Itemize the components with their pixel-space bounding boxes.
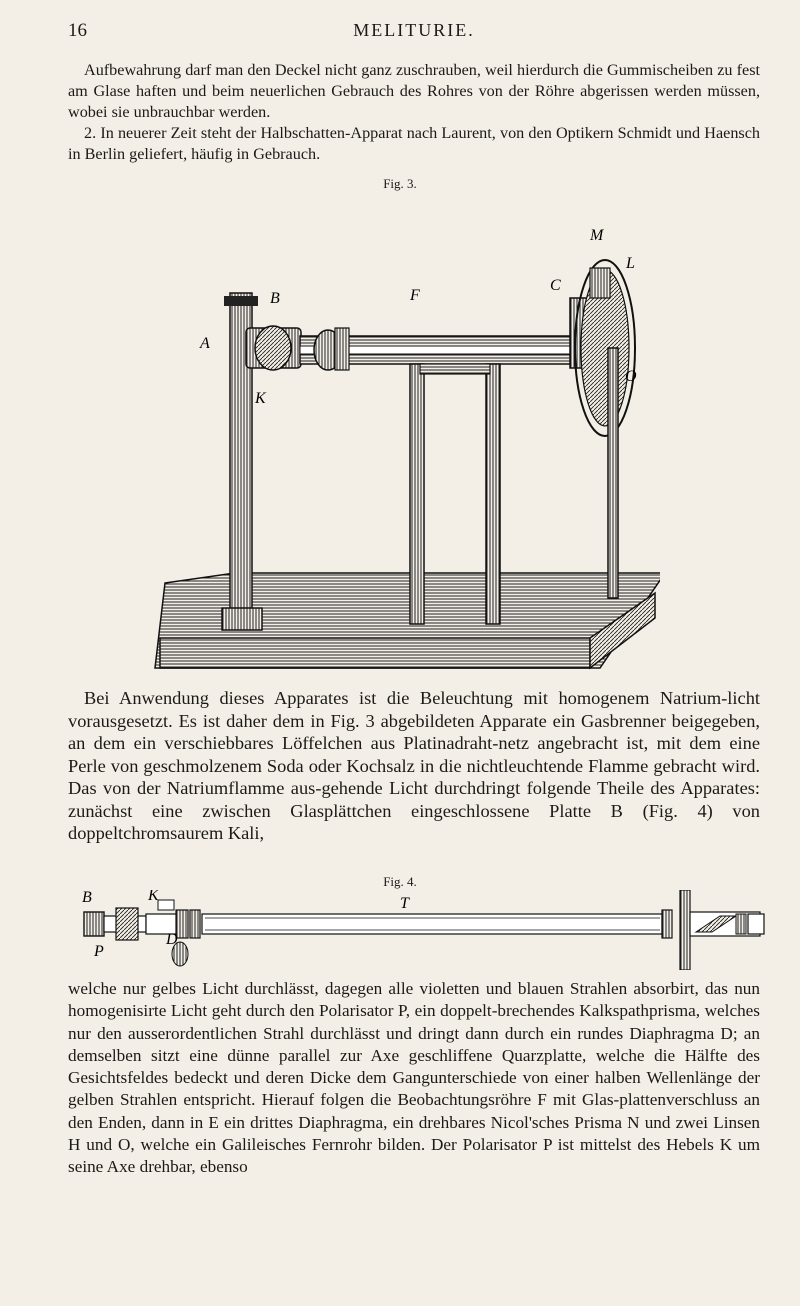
page-header	[68, 20, 760, 44]
fig3-label-L: L	[626, 255, 635, 272]
paragraph-3: Bei Anwendung dieses Apparates ist die Beleuchtung mit homogenem Natrium-licht vorausgesetzt. Es ist daher dem in Fig. 3 abgebildeten Apparate ein Gasbrenner beigegeben, an dem ein verschiebbares Löffelchen aus Platinadraht-netz angebracht ist, mit dem eine Perle von geschmolzenem Soda oder Kochsalz in die nichtleuchtende Flamme gebracht wird. Das von der Natriumflamme aus-gehende Licht durchdringt folgende Theile des Apparates: zunächst eine zwischen Glasplättchen eingeschlossene Platte B (Fig. 4) von doppeltchromsaurem Kali,	[68, 688, 760, 843]
fig3-label-F: F	[410, 287, 420, 304]
fig3-label-A: A	[200, 335, 210, 352]
page-number: 16	[68, 20, 87, 41]
fig3-label-M: M	[590, 227, 604, 244]
fig3-label-B: B	[270, 290, 280, 307]
figure-3-illustration	[150, 198, 660, 688]
fig4-label-B: B	[82, 890, 92, 906]
fig3-label-C: C	[550, 277, 561, 294]
fig3-label-K: K	[255, 390, 266, 407]
fig4-label-K: K	[148, 890, 159, 904]
fig4-label-D: D	[166, 931, 178, 948]
figure-3-caption: Fig. 3.	[383, 176, 417, 191]
figure-4-caption: Fig. 4.	[383, 874, 417, 889]
paragraph-4: welche nur gelbes Licht durchlässt, dagegen alle violetten und blauen Strahlen absorbirt, das nun homogenisirte Licht geht durch den Polarisator P, ein doppelt-brechendes Kalkspathprisma, welches nur den ausserordentlichen Strahl durchlässt und dringt dann durch ein rundes Diaphragma D; an demselben sitzt eine dünne parallel zur Axe geschliffene Quarzplatte, welche die Hälfte des Gesichtsfeldes bedeckt und deren Dicke dem Gangunterschiede von einer halben Wellenlänge der gelben Strahlen entspricht. Hierauf folgen die Beobachtungsröhre F mit Glas-plattenverschluss an den Enden, dann in E ein drittes Diaphragma, ein drehbares Nicol'sches Prisma N und zwei Linsen H und O, welche ein Galileisches Fernrohr bilden. Der Polarisator P ist mittelst des Hebels K um seine Axe drehbar, ebenso	[68, 979, 760, 1177]
running-head: MELITURIE.	[353, 20, 475, 40]
polarimeter-engraving	[150, 198, 660, 688]
fig4-label-P: P	[94, 943, 104, 960]
paragraph-2: 2. In neuerer Zeit steht der Halbschatten-Apparat nach Laurent, von den Optikern Schmidt und Haensch in Berlin geliefert, häufig in Gebrauch.	[68, 124, 760, 163]
fig3-label-O: O	[625, 368, 637, 385]
paragraph-1: Aufbewahrung darf man den Deckel nicht ganz zuschrauben, weil hierdurch die Gummischeiben zu fest am Glase haften und beim neuerlichen Gebrauch des Rohres von der Röhre abgerissen werden müssen, wobei sie unbrauchbar werden.	[68, 61, 760, 121]
fig4-label-T: T	[400, 895, 409, 912]
figure-4-illustration	[80, 890, 770, 970]
optical-path-diagram	[80, 890, 770, 970]
